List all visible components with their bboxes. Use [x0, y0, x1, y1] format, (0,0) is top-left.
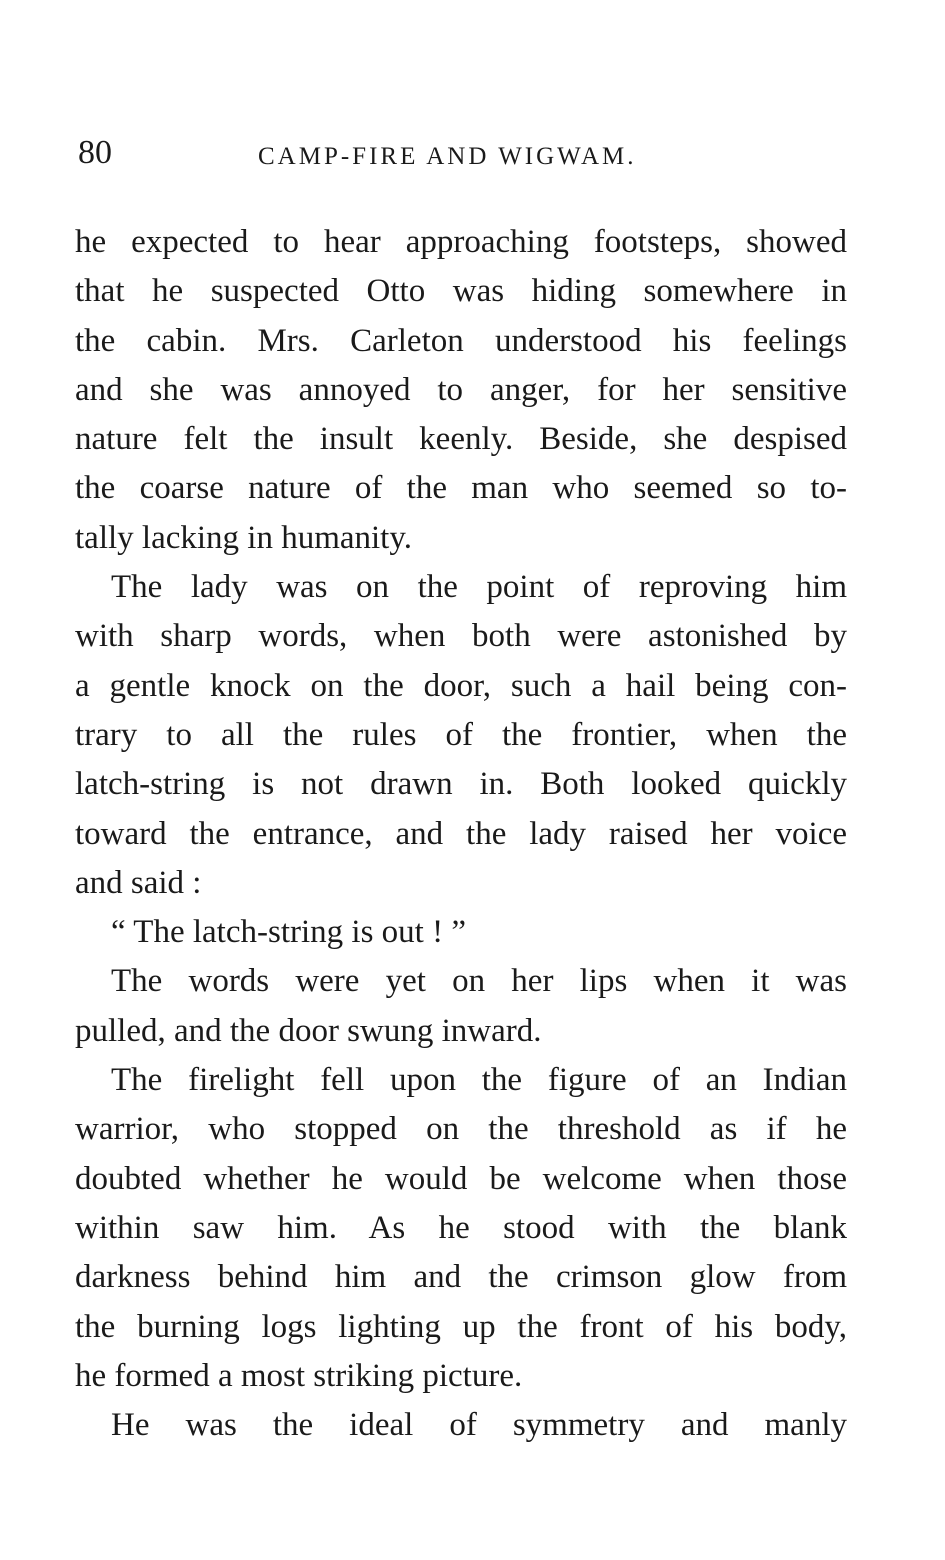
text-line: toward the entrance, and the lady raised her voice — [75, 815, 847, 852]
text-line: the burning logs lighting up the front of his body, — [75, 1308, 847, 1345]
text-line: warrior, who stopped on the threshold as if he — [75, 1111, 847, 1148]
text-line: The words were yet on her lips when it was — [111, 963, 847, 1000]
text-line: The lady was on the point of reproving him — [111, 569, 847, 606]
text-line: he expected to hear approaching footsteps, showed — [75, 224, 847, 260]
text-line: within saw him. As he stood with the blank — [75, 1209, 847, 1246]
text-line: the coarse nature of the man who seemed so to- — [75, 470, 847, 507]
text-line: doubted whether he would be welcome when those — [75, 1160, 847, 1197]
text-line: that he suspected Otto was hiding somewhere in — [75, 273, 847, 310]
text-line: The firelight fell upon the figure of an Indian — [111, 1062, 847, 1099]
text-line: a gentle knock on the door, such a hail being con- — [75, 667, 847, 704]
text-line: pulled, and the door swung inward. — [75, 1012, 542, 1049]
text-line: darkness behind him and the crimson glow from — [75, 1259, 847, 1296]
text-line: and she was annoyed to anger, for her sensitive — [75, 371, 847, 408]
text-line: trary to all the rules of the frontier, when the — [75, 716, 847, 753]
text-line: with sharp words, when both were astonished by — [75, 618, 847, 655]
text-line: and said : — [75, 864, 202, 901]
page-number: 80 — [78, 134, 112, 171]
text-line: “ The latch-string is out ! ” — [111, 914, 466, 951]
text-line: He was the ideal of symmetry and manly — [111, 1407, 847, 1444]
text-line: he formed a most striking picture. — [75, 1357, 523, 1394]
text-line: the cabin. Mrs. Carleton understood his feelings — [75, 322, 847, 359]
text-line: latch-string is not drawn in. Both looked quickly — [75, 766, 847, 803]
text-line: tally lacking in humanity. — [75, 519, 412, 556]
running-head: CAMP-FIRE AND WIGWAM. — [258, 143, 637, 170]
body-text — [75, 218, 847, 1450]
text-line: nature felt the insult keenly. Beside, she despised — [75, 421, 847, 458]
